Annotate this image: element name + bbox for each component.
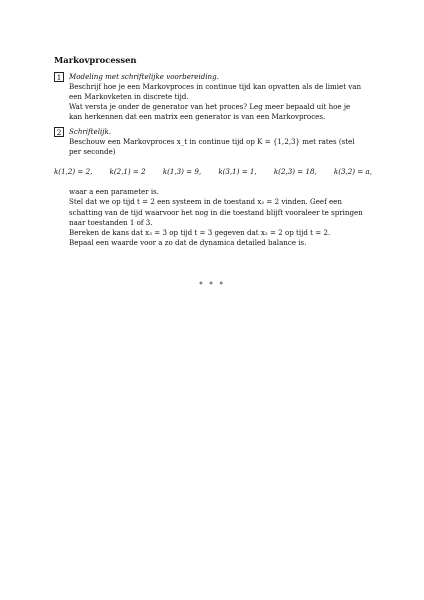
rate-k12: k(1,2) = 2, [54,167,93,177]
end-ornament: ⋄ ⋄ ⋄ [198,279,226,287]
rate-k31: k(3,1) = 1, [218,167,257,177]
rate-k21: k(2,1) = 2 [109,167,146,177]
rate-k13: k(1,3) = 9, [162,167,202,177]
exercise-1-line-1: Beschrijf hoe je een Markovproces in continue tijd kan opvatten als de limiet van een Markovketen in discrete tijd. [69,82,362,102]
section-title: Markovprocessen [54,55,137,65]
exercise-number-2: 2 [54,127,64,137]
balance-question: Bepaal een waarde voor a zo dat de dynamica detailed balance is. [69,237,307,247]
exercise-1-line-2: Wat versta je onder de generator van het proces? Leg meer bepaald uit hoe je kan herkennen dat een matrix een generator is van een Markovproces. [69,102,351,122]
rates-equations [54,167,372,177]
parameter-line: waar a een parameter is. [69,187,160,197]
rate-k32: k(3,2) = a, [333,167,372,177]
exercise-2-heading: Schriftelijk. [69,127,112,136]
exercise-2-body [54,127,372,248]
state-question: Stel dat we op tijd t = 2 een systeem in de toestand x₂ = 2 vinden. Geef een schatting van de tijd waarvoor het nog in die toestand blijft vooraleer te springen naar toestanden 1 of 3. [69,197,363,227]
probability-question: Bereken de kans dat x₃ = 3 op tijd t = 3 gegeven dat x₂ = 2 op tijd t = 2. [69,227,331,237]
exercise-1-body [69,72,364,122]
exercise-number-1: 1 [54,72,64,82]
exercise-1-heading: Modeling met schriftelijke voorbereiding. [69,72,219,81]
rate-k23: k(2,3) = 18, [273,167,317,177]
exercise-2 [54,127,372,248]
exercise-1 [54,72,364,122]
exercise-2-intro: Beschouw een Markovproces x_t in continue tijd op K = {1,2,3} met rates (stel per seconde) [69,137,355,157]
